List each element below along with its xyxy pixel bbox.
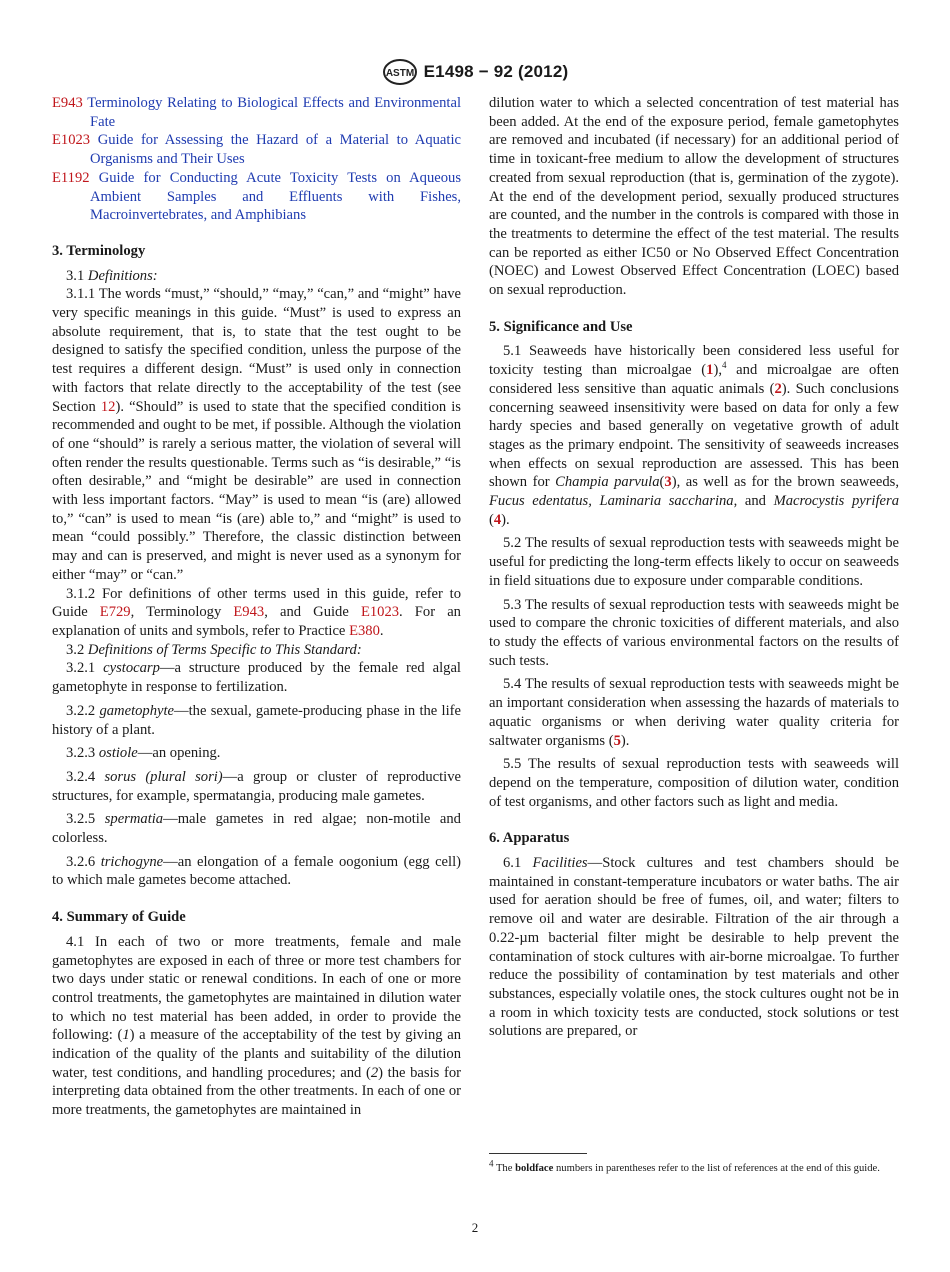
link-e1023[interactable]: E1023: [360, 604, 400, 621]
definition-gametophyte: 3.2.2 gametophyte—the sexual, gamete-producing phase in the life history of a plant.: [52, 702, 461, 738]
link-e380[interactable]: E380: [349, 622, 380, 639]
right-column: [489, 94, 899, 1041]
section-heading-summary: 4. Summary of Guide: [52, 909, 186, 926]
paragraph-3-2: 3.2 Definitions of Terms Specific to This Standard:: [66, 641, 362, 658]
paragraph-3-1: 3.1 Definitions:: [66, 267, 158, 284]
reference-5-link[interactable]: 5: [613, 732, 621, 749]
section-heading-apparatus: 6. Apparatus: [489, 830, 570, 847]
reference-2-link[interactable]: 2: [774, 380, 782, 397]
footnote-4-marker[interactable]: 4: [721, 360, 727, 371]
definition-ostiole: 3.2.3 ostiole—an opening.: [66, 745, 221, 762]
paragraph-5-4: 5.4 The results of sexual reproduction tests with seaweeds might be an important consideration when assessing the hazards of materials to aquatic organisms or when deriving water quality criteria for saltwater organisms (5).: [489, 676, 899, 749]
reference-e1192[interactable]: E1192 Guide for Conducting Acute Toxicity Tests on Aqueous Ambient Samples and Effluents with Fishes, Macroinvertebrates, and Amphibians: [52, 169, 461, 224]
reference-e943[interactable]: E943 Terminology Relating to Biological Effects and Environmental Fate: [52, 95, 462, 130]
astm-logo-text: ASTM: [385, 68, 414, 79]
paragraph-5-1: 5.1 Seaweeds have historically been considered less useful for toxicity testing than microalgae (1),$^4$ and microalgae are often considered less sensitive than aquatic animals (2). Such conclusions concerning seaweed insensitivity were based on data for only a few hardy species and based generally on vegetative growth of adult stages as the primary endpoint. The sensitivity of seaweeds increases when effects on sexual reproduction are assessed. This has been shown for Champia parvula(3), as well as for the brown seaweeds, Fucus edentatus, Laminaria saccharina, and Macrocystis pyrifera (4).: [489, 343, 900, 528]
reference-1-link[interactable]: 1: [706, 362, 714, 379]
reference-3-link[interactable]: 3: [664, 474, 672, 491]
paragraph-5-5: 5.5 The results of sexual reproduction tests with seaweeds will depend on the temperature, composition of dilution water, condition of test organisms, and other factors such as light and media.: [489, 756, 899, 810]
definition-trichogyne: 3.2.6 trichogyne—an elongation of a female oogonium (egg cell) to which male gametes become attached.: [52, 853, 461, 889]
paragraph-5-3: 5.3 The results of sexual reproduction tests with seaweeds might be used to compare the chronic toxicities of different materials, and also to study the effects of various environmental factors on the results of such tests.: [489, 596, 899, 669]
definition-spermatia: 3.2.5 spermatia—male gametes in red algae; non-motile and colorless.: [52, 811, 461, 847]
footnote-4: $^4$ The boldface numbers in parentheses refer to the list of references at the end of this guide.: [489, 1158, 880, 1174]
reference-e1023[interactable]: E1023 Guide for Assessing the Hazard of a Material to Aquatic Organisms and Their Uses: [52, 132, 461, 168]
paragraph-4-1: 4.1 In each of two or more treatments, female and male gametophytes are exposed in each of three or more test chambers for two days under static or renewal conditions. In each of one or more control treatments, the gametophytes are maintained in dilution water to which no test material has been added, in order to provide the following: (1) a measure of the acceptability of the test by giving an indication of the quality of the plants and suitability of the dilution water, test conditions, and handling procedures; and (2) the basis for interpreting data obtained from the other treatments. In each of one or more treatments, the gametophytes are maintained in: [52, 933, 461, 1119]
reference-4-link[interactable]: 4: [493, 511, 502, 528]
paragraph-3-1-2: 3.1.2 For definitions of other terms used in this guide, refer to Guide E729, Terminology E943, and Guide E1023. For an explanation of units and symbols, refer to Practice E380.: [52, 585, 461, 639]
definition-cystocarp: 3.2.1 cystocarp—a structure produced by the female red algal gametophyte in response to fertilization.: [52, 660, 461, 696]
paragraph-5-2: 5.2 The results of sexual reproduction tests with seaweeds might be useful for predicting the long-term effects likely to occur on seaweeds in field situations due to exposure under comparable conditions.: [489, 535, 899, 589]
section-heading-significance: 5. Significance and Use: [489, 318, 633, 335]
link-e729[interactable]: E729: [99, 604, 131, 621]
paragraph-3-1-1: 3.1.1 The words “must,” “should,” “may,” “can,” and “might” have very specific meanings in this guide. “Must” is used to express an absolute requirement, that is, to state that the test ought to be designed to satisfy the specified condition, unless the purpose of the test requires a different design. “Must” is used only in connection with factors that relate directly to the acceptability of the test (see Section 12). “Should” is used to state that the specified condition is recommended and ought to be met, if possible. Although the violation of one “should” is rarely a serious matter, the violation of several will often render the results questionable. Terms such as “is desirable,” “is often desirable,” and “might be desirable” are used in connection with less important factors. “May” is used to mean “is (are) allowed to,” “can” is used to mean “is (are) able to,” and “might” is used to mean “could possibly.” Therefore, the classic distinction between may and can is preserved, and might is never used as a synonym for either “may” or “can.”: [52, 286, 461, 583]
paragraph-6-1: 6.1 Facilities—Stock cultures and test chambers should be maintained in constant-temperature incubators or water baths. The air used for aeration should be free of fumes, oil, and water; filters to remove oil and water are desirable. Filtration of the air through a 0.22-µm bacterial filter might be desirable to help prevent the contamination of stock cultures with air-borne microalgae. To further reduce the possibility of contamination by test materials and other substances, especially volatile ones, the stock cultures ought not be in a room in which toxicity tests are conducted, stock solutions or test solutions are prepared, or: [489, 855, 899, 1040]
page-header: [0, 58, 950, 84]
page-number: 2: [471, 1220, 479, 1235]
definition-sorus: 3.2.4 sorus (plural sori)—a group or cluster of reproductive structures, for example, spermatangia, producing male gametes.: [52, 768, 461, 804]
astm-logo-icon: [382, 58, 418, 86]
left-column: [52, 94, 461, 1120]
section-12-link[interactable]: 12: [100, 398, 116, 415]
footnote-divider: [489, 1153, 587, 1154]
link-e943[interactable]: E943: [233, 604, 265, 621]
document-title: E1498 − 92 (2012): [423, 62, 569, 81]
paragraph-4-1-continued: dilution water to which a selected concentration of test material has been added. At the end of the exposure period, female gametophytes are removed and incubated (if necessary) for an additional period of time in toxicant-free medium to allow the development of structures created from sexual reproduction (that is, germination of the zygote). At the end of the development period, sexually produced structures are counted, and the number in the controls is compared with those in the treatments to determine the effect of the test material. The results can be reported as either IC50 or No Observed Effect Concentration (NOEC) and Lowest Observed Effect Concentration (LOEC) based on sexual reproduction.: [489, 95, 899, 299]
section-heading-terminology: 3. Terminology: [52, 242, 146, 259]
